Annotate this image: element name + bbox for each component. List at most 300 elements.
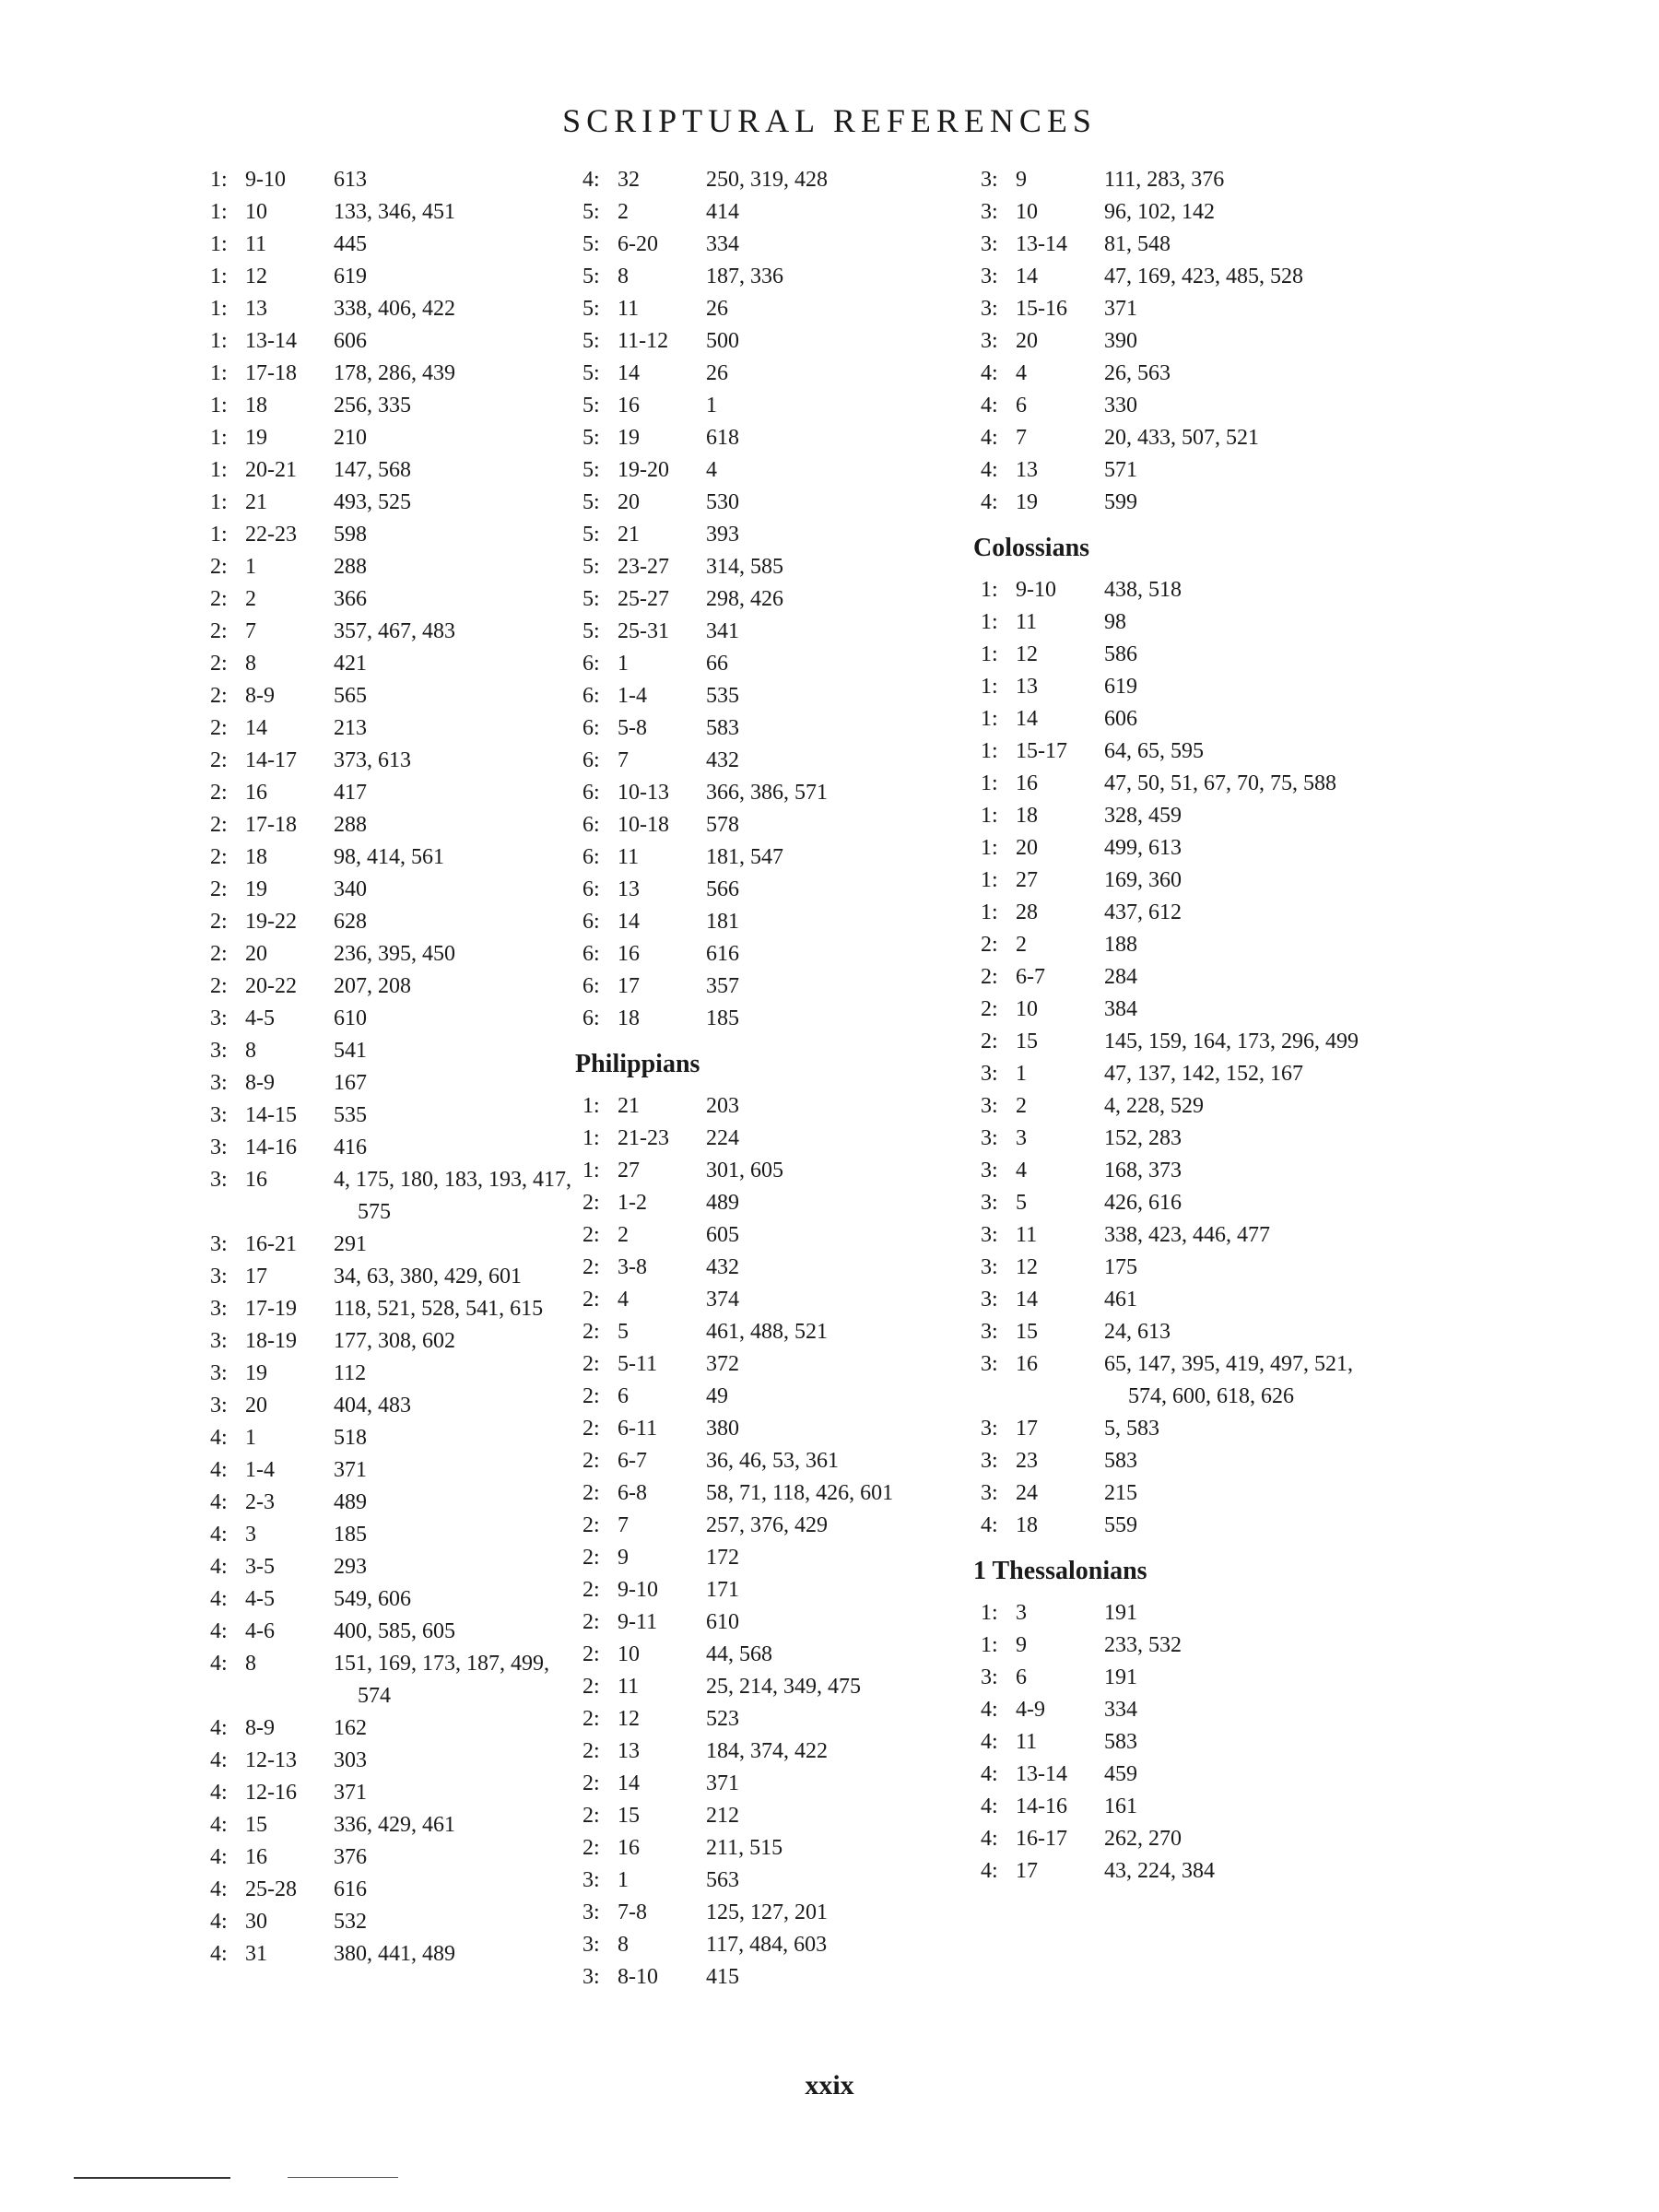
verse-range: 9-10 [245,168,286,192]
index-column-2 [575,164,970,1994]
page-references: 181, 547 [706,845,783,869]
chapter-number: 2: [582,1739,600,1763]
verse-range: 27 [618,1159,640,1182]
chapter-number: 4: [981,361,998,385]
verse-range: 11 [1016,610,1038,634]
reference-row [210,1583,579,1616]
reference-row [210,1358,579,1390]
reference-row [582,616,970,648]
chapter-number: 2: [582,1707,600,1731]
reference-row [210,1132,579,1164]
verse-range: 8 [245,1652,256,1676]
verse-range: 2-3 [245,1490,275,1514]
chapter-number: 3: [981,1255,998,1279]
reference-row [582,1961,970,1994]
page-references: 357 [706,974,739,998]
reference-row [210,1229,579,1261]
verse-range: 10 [245,200,267,224]
verse-range: 19 [245,1361,267,1385]
page-references: 177, 308, 602 [334,1329,455,1353]
verse-range: 11 [245,232,267,256]
chapter-number: 4: [210,1619,228,1643]
reference-row [210,680,579,712]
reference-row [582,1606,970,1639]
verse-range: 16 [618,942,640,966]
reference-row [981,897,1377,929]
page-references: 371 [706,1771,739,1795]
reference-row [981,574,1377,606]
page-references: 167 [334,1071,367,1095]
page-references: 619 [1104,675,1137,699]
chapter-number: 4: [210,1523,228,1547]
page-references: 566 [706,877,739,901]
verse-range: 7 [1016,426,1027,450]
verse-range: 13-14 [245,329,297,353]
verse-range: 10-18 [618,813,669,837]
page-references: 500 [706,329,739,353]
verse-range: 3 [245,1523,256,1547]
verse-range: 7-8 [618,1900,647,1924]
page-references: 210 [334,426,367,450]
reference-row [210,229,579,261]
page-references: 583 [1104,1730,1137,1754]
verse-range: 16 [245,781,267,805]
chapter-number: 4: [981,1794,998,1818]
verse-range: 6 [618,1384,629,1408]
page-references: 619 [334,265,367,288]
chapter-number: 4: [981,1827,998,1851]
page-references: 421 [334,652,367,676]
verse-range: 6-8 [618,1481,647,1505]
reference-row [210,164,579,196]
verse-range: 6-11 [618,1417,658,1441]
page-references: 118, 521, 528, 541, 615 [334,1297,544,1321]
reference-row [981,1823,1377,1855]
reference-row [582,1929,970,1961]
chapter-number: 1: [981,804,998,828]
page-references: 415 [706,1965,739,1989]
page-references: 357, 467, 483 [334,619,455,643]
footer-rule-short [288,2177,398,2178]
verse-range: 17 [245,1265,267,1288]
reference-row [210,487,579,519]
reference-row [981,1791,1377,1823]
page-references: 111, 283, 376 [1104,168,1225,192]
page-references: 47, 169, 423, 485, 528 [1104,265,1303,288]
reference-row [582,1348,970,1381]
page-references: 393 [706,523,739,547]
chapter-number: 2: [210,845,228,869]
reference-row [981,671,1377,703]
page-references: 417 [334,781,367,805]
reference-row [582,196,970,229]
chapter-number: 6: [582,910,600,934]
verse-range: 15 [618,1804,640,1828]
reference-row [981,454,1377,487]
reference-row [210,1487,579,1519]
reference-row [981,1316,1377,1348]
chapter-number: 1: [981,578,998,602]
chapter-number: 6: [582,684,600,708]
verse-range: 11 [618,1675,640,1699]
verse-range: 1 [618,1868,629,1892]
chapter-number: 5: [582,265,600,288]
chapter-number: 3: [981,1665,998,1689]
verse-range: 15 [245,1813,267,1837]
verse-range: 13 [245,297,267,321]
page-references: 191 [1104,1665,1137,1689]
page-references: 112 [334,1361,367,1385]
chapter-number: 5: [582,426,600,450]
chapter-number: 5: [582,587,600,611]
verse-range: 13 [1016,458,1038,482]
reference-row [981,1123,1377,1155]
chapter-number: 6: [582,974,600,998]
page-references: 489 [706,1191,739,1215]
page-references: 416 [334,1135,367,1159]
reference-row [981,1090,1377,1123]
reference-row [582,390,970,422]
chapter-number: 2: [210,619,228,643]
verse-range: 20 [245,1394,267,1418]
chapter-number: 2: [981,933,998,957]
chapter-number: 1: [981,642,998,666]
reference-row [981,1348,1377,1413]
verse-range: 1-4 [245,1458,275,1482]
page-references: 161 [1104,1794,1137,1818]
chapter-number: 4: [210,1942,228,1966]
page-references: 288 [334,813,367,837]
reference-row [210,1003,579,1035]
chapter-number: 2: [582,1771,600,1795]
chapter-number: 1: [210,458,228,482]
chapter-number: 3: [981,1094,998,1118]
verse-range: 15-17 [1016,739,1067,763]
verse-range: 19 [1016,490,1038,514]
reference-row [981,1662,1377,1694]
verse-range: 9-10 [1016,578,1056,602]
chapter-number: 1: [981,868,998,892]
page-references: 610 [334,1006,367,1030]
reference-row [210,1648,579,1712]
verse-range: 17-18 [245,361,297,385]
page-references: 437, 612 [1104,900,1182,924]
chapter-number: 1: [582,1126,600,1150]
chapter-number: 2: [582,1804,600,1828]
chapter-number: 1: [981,707,998,731]
reference-row [582,906,970,938]
reference-row [582,1123,970,1155]
reference-row [582,938,970,971]
reference-row [210,1745,579,1777]
chapter-number: 2: [210,910,228,934]
chapter-number: 1: [981,1633,998,1657]
page-references: 262, 270 [1104,1827,1182,1851]
chapter-number: 5: [582,232,600,256]
page-references: 426, 616 [1104,1191,1182,1215]
reference-row [210,1777,579,1809]
reference-row [210,1067,579,1100]
verse-range: 18-19 [245,1329,297,1353]
page-references: 459 [1104,1762,1137,1786]
chapter-number: 6: [582,877,600,901]
verse-range: 5-11 [618,1352,658,1376]
reference-row [582,164,970,196]
verse-range: 13 [618,877,640,901]
chapter-number: 1: [210,523,228,547]
reference-row [582,1897,970,1929]
page-references: 532 [334,1910,367,1934]
reference-row [582,1703,970,1735]
verse-range: 19 [618,426,640,450]
page-references: 36, 46, 53, 361 [706,1449,839,1473]
reference-row [582,1510,970,1542]
page-references: 549, 606 [334,1587,411,1611]
page-references: 4 [706,458,717,482]
page-references: 559 [1104,1513,1137,1537]
page-references: 493, 525 [334,490,411,514]
verse-range: 10 [618,1642,640,1666]
verse-range: 17 [618,974,640,998]
reference-row [582,745,970,777]
chapter-number: 1: [210,394,228,418]
page-references: 303 [334,1748,367,1772]
chapter-number: 4: [210,1813,228,1837]
reference-row [582,648,970,680]
chapter-number: 2: [582,1320,600,1344]
page-references: 191 [1104,1601,1137,1625]
chapter-number: 4: [981,1730,998,1754]
chapter-number: 3: [981,200,998,224]
book-heading: Philippians [575,1050,700,1078]
page-references: 236, 395, 450 [334,942,455,966]
reference-row [582,1639,970,1671]
reference-row [582,809,970,841]
chapter-number: 3: [981,1320,998,1344]
verse-range: 9-10 [618,1578,658,1602]
reference-row [582,454,970,487]
page-references: 26 [706,361,728,385]
page-references: 184, 374, 422 [706,1739,828,1763]
verse-range: 3 [1016,1126,1027,1150]
page-references: 499, 613 [1104,836,1182,860]
verse-range: 16 [245,1845,267,1869]
page-references: 43, 224, 384 [1104,1859,1215,1883]
chapter-number: 5: [582,297,600,321]
chapter-number: 3: [981,1062,998,1086]
page-references: 178, 286, 439 [334,361,455,385]
verse-range: 1-2 [618,1191,647,1215]
page-references: 81, 548 [1104,232,1171,256]
chapter-number: 5: [582,394,600,418]
page-references: 133, 346, 451 [334,200,455,224]
verse-range: 4-9 [1016,1698,1045,1722]
reference-row [582,1477,970,1510]
reference-row [981,639,1377,671]
verse-range: 19 [245,426,267,450]
chapter-number: 1: [210,329,228,353]
verse-range: 7 [245,619,256,643]
reference-row [981,1187,1377,1219]
verse-range: 31 [245,1942,267,1966]
verse-range: 25-28 [245,1877,297,1901]
chapter-number: 1: [981,739,998,763]
verse-range: 18 [245,394,267,418]
reference-row [981,1630,1377,1662]
reference-row [582,1413,970,1445]
verse-range: 4 [1016,361,1027,385]
chapter-number: 2: [582,1675,600,1699]
chapter-number: 4: [210,1845,228,1869]
reference-row [210,616,579,648]
chapter-number: 2: [582,1449,600,1473]
chapter-number: 1: [210,490,228,514]
chapter-number: 2: [582,1642,600,1666]
verse-range: 4-6 [245,1619,275,1643]
reference-row [582,229,970,261]
reference-row [582,583,970,616]
verse-range: 7 [618,748,629,772]
verse-range: 11-12 [618,329,669,353]
reference-row [981,800,1377,832]
chapter-number: 6: [582,942,600,966]
chapter-number: 1: [210,426,228,450]
page-references: 366 [334,587,367,611]
reference-row [582,1003,970,1035]
chapter-number: 4: [981,1698,998,1722]
chapter-number: 4: [210,1877,228,1901]
page-references: 5, 583 [1104,1417,1159,1441]
chapter-number: 3: [210,1232,228,1256]
verse-range: 23 [1016,1449,1038,1473]
reference-row [981,358,1377,390]
reference-row [981,487,1377,519]
reference-row [981,293,1377,325]
page-references: 340 [334,877,367,901]
page-references: 571 [1104,458,1137,482]
chapter-number: 3: [981,1352,998,1376]
verse-range: 27 [1016,868,1038,892]
chapter-number: 5: [582,555,600,579]
chapter-number: 1: [981,900,998,924]
page-references: 616 [334,1877,367,1901]
reference-row [582,1800,970,1832]
page-references: 47, 50, 51, 67, 70, 75, 588 [1104,771,1336,795]
chapter-number: 2: [210,877,228,901]
book-heading: 1 Thessalonians [973,1557,1147,1585]
verse-range: 16 [1016,1352,1038,1376]
chapter-number: 4: [981,1513,998,1537]
reference-row [210,777,579,809]
reference-row [210,1454,579,1487]
chapter-number: 2: [582,1513,600,1537]
chapter-number: 2: [210,652,228,676]
reference-row [981,1477,1377,1510]
verse-range: 6-7 [1016,965,1045,989]
page-references: 565 [334,684,367,708]
reference-row [582,1252,970,1284]
reference-row [210,809,579,841]
chapter-number: 1: [981,771,998,795]
reference-row [210,712,579,745]
verse-range: 9-11 [618,1610,658,1634]
chapter-number: 4: [981,490,998,514]
chapter-number: 2: [210,555,228,579]
page-references: 541 [334,1039,367,1063]
chapter-number: 2: [582,1610,600,1634]
page-references: 215 [1104,1481,1137,1505]
verse-range: 5 [1016,1191,1027,1215]
reference-row [981,1413,1377,1445]
chapter-number: 2: [210,813,228,837]
page-references: 535 [706,684,739,708]
page-references: 4, 228, 529 [1104,1094,1204,1118]
verse-range: 1-4 [618,684,647,708]
page-references: 586 [1104,642,1137,666]
verse-range: 8-9 [245,1716,275,1740]
reference-row [981,961,1377,994]
chapter-number: 2: [210,781,228,805]
page-references: 207, 208 [334,974,411,998]
verse-range: 14-16 [1016,1794,1067,1818]
reference-row [981,865,1377,897]
reference-row [582,874,970,906]
chapter-number: 3: [582,1965,600,1989]
page-references: 616 [706,942,739,966]
chapter-number: 4: [210,1748,228,1772]
page-references: 336, 429, 461 [334,1813,455,1837]
page-references: 185 [706,1006,739,1030]
chapter-number: 4: [210,1426,228,1450]
page-references: 152, 283 [1104,1126,1182,1150]
chapter-number: 1: [210,265,228,288]
chapter-number: 4: [981,458,998,482]
verse-range: 12 [1016,642,1038,666]
verse-range: 11 [1016,1223,1038,1247]
reference-row [210,1164,579,1229]
verse-range: 20-22 [245,974,297,998]
chapter-number: 2: [582,1836,600,1860]
reference-row [210,1874,579,1906]
verse-range: 18 [1016,804,1038,828]
reference-row [981,325,1377,358]
page-references: 328, 459 [1104,804,1182,828]
reference-row [981,261,1377,293]
page-references: 293 [334,1555,367,1579]
verse-range: 16-21 [245,1232,297,1256]
chapter-number: 2: [582,1417,600,1441]
verse-range: 8 [618,265,629,288]
verse-range: 3-8 [618,1255,647,1279]
page-references: 583 [706,716,739,740]
page-references: 330 [1104,394,1137,418]
chapter-number: 1: [210,232,228,256]
page-references: 96, 102, 142 [1104,200,1215,224]
reference-row [210,583,579,616]
chapter-number: 3: [210,1168,228,1192]
page-references: 578 [706,813,739,837]
page-references: 461 [1104,1288,1137,1312]
page-references: 432 [706,748,739,772]
page-references: 372 [706,1352,739,1376]
verse-range: 13 [618,1739,640,1763]
page-title: SCRIPTURAL REFERENCES [562,102,1097,139]
page-references: 373, 613 [334,748,411,772]
reference-row [582,1832,970,1865]
verse-range: 23-27 [618,555,669,579]
reference-row [582,1187,970,1219]
page-references: 250, 319, 428 [706,168,828,192]
